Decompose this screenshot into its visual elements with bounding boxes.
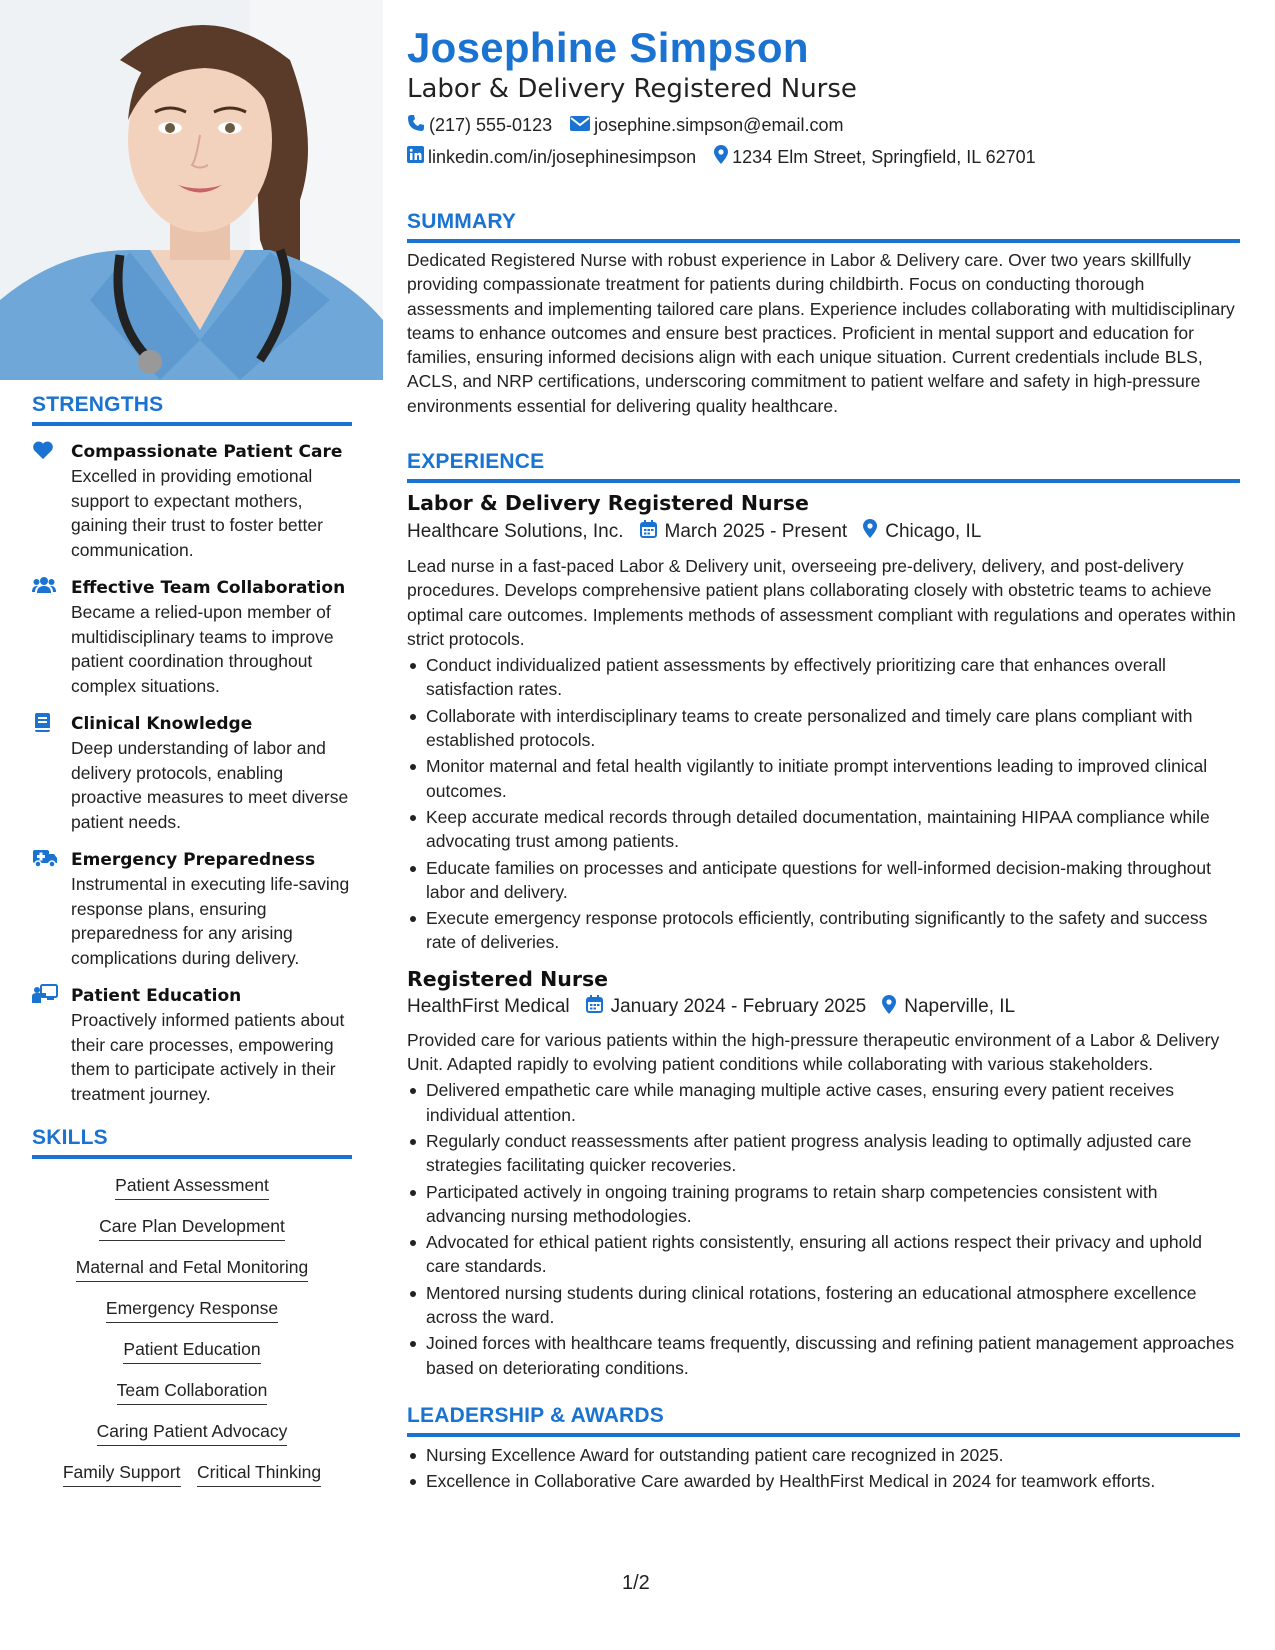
list-item: Conduct individualized patient assessments by effectively prioritizing care that enhances overall satisfaction rates. [407,653,1240,702]
strength-item [32,984,352,1106]
contact-address: 1234 Elm Street, Springfield, IL 62701 [714,145,1036,169]
awards-list [407,1443,1240,1494]
skill-tag: Emergency Response [106,1298,278,1323]
skill-tag: Maternal and Fetal Monitoring [76,1257,308,1282]
strength-desc: Deep understanding of labor and delivery protocols, enabling proactive measures to meet diverse patient needs. [71,738,349,832]
calendar-icon [640,520,665,544]
job-description: Lead nurse in a fast-paced Labor & Delivery unit, overseeing pre-delivery, delivery, and post-delivery procedures. Develops comprehensive patient plans collaborating closely with obstetric teams to achieve optimal care outcomes. Implements methods of assessment compliant with regulations and operates within strict protocols. [407,556,1236,649]
skill-tag: Caring Patient Advocacy [97,1421,288,1446]
ambulance-icon [32,848,56,870]
job-entry [407,491,1240,955]
skill-tag: Critical Thinking [197,1462,321,1487]
page-number: 1/2 [622,1572,650,1594]
list-item: Collaborate with interdisciplinary teams to create personalized and timely care plans compliant with established protocols. [407,704,1240,753]
contact-email[interactable]: josephine.simpson@email.com [570,115,843,136]
section-divider [407,239,1240,243]
skill-tag: Team Collaboration [117,1380,268,1405]
skill-tag: Patient Assessment [115,1175,269,1200]
map-pin-icon [863,519,885,544]
list-item: Delivered empathetic care while managing multiple active cases, ensuring every patient receives individual attention. [407,1078,1240,1127]
job-location: Chicago, IL [863,519,981,544]
job-entry [407,967,1240,1380]
strength-desc: Excelled in providing emotional support to expectant mothers, gaining their trust to foster better communication. [71,466,323,560]
strength-desc: Proactively informed patients about their care processes, empowering them to participate actively in their treatment journey. [71,1010,345,1104]
strengths-heading: STRENGTHS [32,393,164,416]
calendar-icon [586,995,611,1019]
strength-item [32,576,352,698]
contact-phone: (217) 555-0123 [407,114,552,137]
list-item: Educate families on processes and anticipate questions for well-informed decision-making throughout labor and delivery. [407,856,1240,905]
job-dates: January 2024 - February 2025 [586,995,867,1019]
experience-heading: EXPERIENCE [407,450,545,473]
strength-name: Emergency Preparedness [71,850,316,870]
job-role: Registered Nurse [407,966,609,991]
job-company: Healthcare Solutions, Inc. [407,520,624,542]
map-pin-icon [714,145,732,169]
skill-tag: Family Support [63,1462,181,1487]
contact-row [407,114,861,137]
section-divider [407,1433,1240,1437]
strength-item [32,712,352,834]
job-company: HealthFirst Medical [407,996,570,1018]
contact-linkedin[interactable]: linkedin.com/in/josephinesimpson [407,146,696,168]
skills-section [32,1126,352,1493]
section-divider [32,422,352,426]
job-bullets [407,653,1240,955]
summary-section [407,210,1240,418]
list-item: Monitor maternal and fetal health vigilantly to initiate prompt interventions leading to improved clinical outcomes. [407,754,1240,803]
job-meta [407,519,1240,544]
teacher-icon [32,984,56,1006]
experience-section [407,450,1240,1380]
contact-row [407,145,1054,169]
strength-name: Effective Team Collaboration [71,578,346,598]
candidate-name: Josephine Simpson [407,24,809,71]
job-description: Provided care for various patients within the high-pressure therapeutic environment of a Labor & Delivery Unit. Adapted rapidly to evolving patient conditions while collaborating with various stakeholders. [407,1029,1220,1075]
skills-list [32,1159,352,1493]
strength-item [32,440,352,562]
job-dates: March 2025 - Present [640,520,848,544]
strength-name: Clinical Knowledge [71,714,253,734]
list-item: Excellence in Collaborative Care awarded by HealthFirst Medical in 2024 for teamwork efforts. [407,1469,1240,1493]
skill-tag: Care Plan Development [99,1216,285,1241]
list-item: Execute emergency response protocols efficiently, contributing significantly to the safety and success rate of deliveries. [407,906,1240,955]
list-item: Nursing Excellence Award for outstanding patient care recognized in 2025. [407,1443,1240,1467]
heart-icon [32,440,56,462]
strength-item [32,848,352,970]
left-column [0,0,383,1650]
strengths-section [32,393,352,1106]
candidate-title: Labor & Delivery Registered Nurse [407,74,857,104]
skills-heading: SKILLS [32,1126,108,1149]
list-item: Mentored nursing students during clinical rotations, fostering an educational atmosphere excellence across the ward. [407,1281,1240,1330]
summary-text: Dedicated Registered Nurse with robust experience in Labor & Delivery care. Over two years skillfully providing compassionate treatment for patients during childbirth. Focus on conducting thorough assessments and implementing tailored care plans. Experience includes collaborating with multidisciplinary teams to enhance outcomes and ensure best practices. Proficient in mental support and education for families, ensuring informed decisions align with each unique situation. Current credentials include BLS, ACLS, and NRP certifications, underscoring commitment to patient welfare and safety in high-pressure environments essential for delivering quality healthcare. [407,250,1235,416]
users-icon [32,576,56,598]
list-item: Joined forces with healthcare teams frequently, discussing and refining patient management approaches based on deteriorating conditions. [407,1331,1240,1380]
section-divider [407,479,1240,483]
job-role: Labor & Delivery Registered Nurse [407,491,809,515]
strength-name: Patient Education [71,986,242,1006]
strength-desc: Instrumental in executing life-saving response plans, ensuring preparedness for any arising complications during delivery. [71,874,350,968]
job-bullets [407,1078,1240,1380]
list-item: Regularly conduct reassessments after patient progress analysis leading to optimally adjusted care strategies facilitating quicker recoveries. [407,1129,1240,1178]
phone-icon [407,114,429,137]
job-meta [407,995,1240,1020]
strength-desc: Became a relied-upon member of multidisciplinary teams to improve patient coordination throughout complex situations. [71,602,334,696]
skill-tag: Patient Education [123,1339,260,1364]
strength-name: Compassionate Patient Care [71,442,343,462]
map-pin-icon [882,995,904,1020]
linkedin-icon [407,146,428,168]
job-location: Naperville, IL [882,995,1015,1020]
envelope-icon [570,115,594,136]
list-item: Participated actively in ongoing training programs to retain sharp competencies consistent with advancing nursing methodologies. [407,1180,1240,1229]
profile-photo [0,0,383,380]
list-item: Keep accurate medical records through detailed documentation, maintaining HIPAA compliance while advocating trust among patients. [407,805,1240,854]
book-icon [32,712,56,734]
awards-heading: LEADERSHIP & AWARDS [407,1404,664,1427]
list-item: Advocated for ethical patient rights consistently, ensuring all actions respect their privacy and uphold care standards. [407,1230,1240,1279]
awards-section [407,1404,1240,1494]
summary-heading: SUMMARY [407,210,517,233]
